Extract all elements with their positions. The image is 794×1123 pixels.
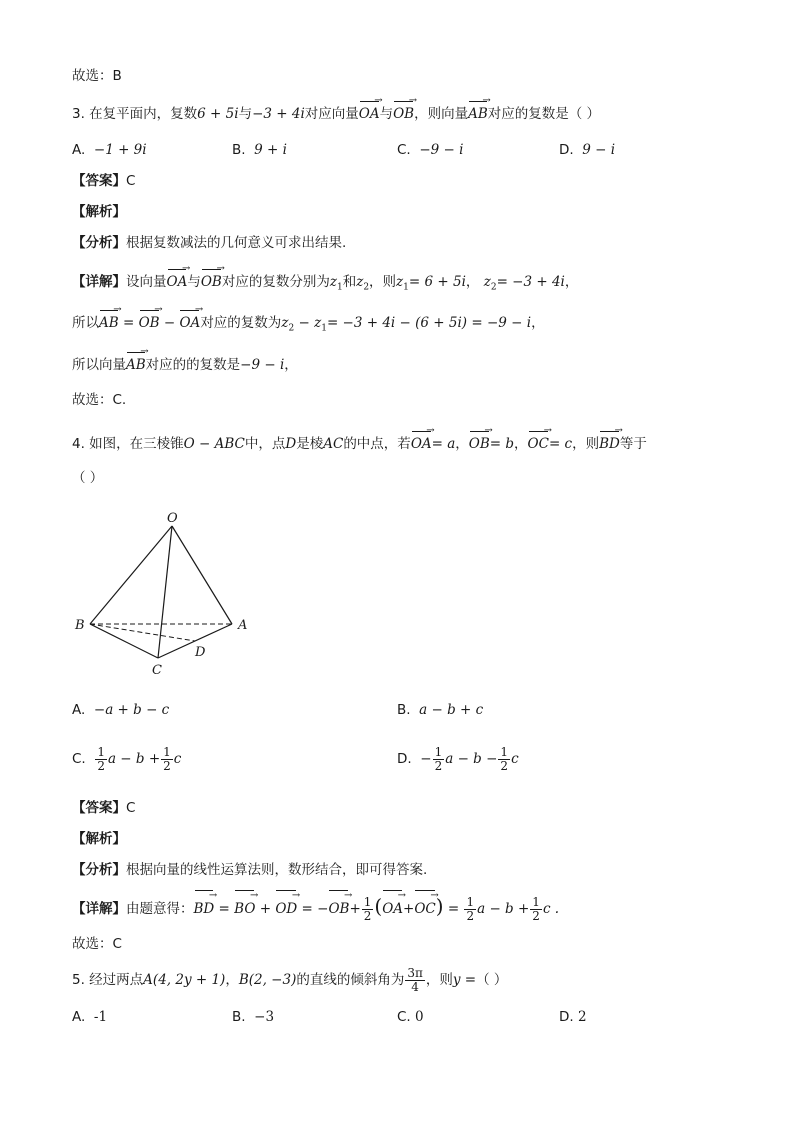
q4-analysis-tag: 【解析】 bbox=[72, 831, 126, 847]
q4-answer: 【答案】C bbox=[72, 800, 136, 816]
q3-vector-oa: OA → bbox=[359, 102, 380, 124]
edge-ob bbox=[90, 526, 172, 624]
q3-fenxi: 【分析】根据复数减法的几何意义可求出结果. bbox=[72, 235, 347, 251]
q5-option-c: C. 0 bbox=[397, 1009, 424, 1025]
q3-vector-ob: OB → bbox=[393, 102, 414, 124]
q3-analysis-tag: 【解析】 bbox=[72, 204, 126, 220]
label-b: B bbox=[75, 618, 85, 633]
q3-derivation: 所以AB → = OB → − OA →对应的复数为$z_2 - z_1= -3 + 4i - (6 + 5i) = -9 - i$， bbox=[72, 311, 545, 339]
q3-stem bbox=[72, 102, 600, 124]
q4-paren: （ ） bbox=[72, 470, 104, 486]
edge-oa bbox=[172, 526, 232, 624]
q3-complex-a: 6 + 5i bbox=[197, 106, 239, 122]
q3-stem-text: 对应向量 bbox=[304, 106, 359, 122]
pyramid-figure bbox=[72, 508, 272, 678]
q4-fenxi: 【分析】根据向量的线性运算法则，数形结合，即可得答案. bbox=[72, 862, 428, 878]
q5-option-d: D. 2 bbox=[559, 1009, 587, 1025]
q3-xiangjie: 【详解】设向量OA →与OB →对应的复数分别为$z_1$和$z_2$，则$z_1= 6 + 5i$， $z_2= -3 + 4i$， bbox=[72, 270, 578, 298]
label-d: D bbox=[195, 645, 206, 660]
q5-stem: 5. 经过两点A(4, 2y + 1)，B(2, −3)的直线的倾斜角为 $\frac{3\pi}{4}$ ，则y =（ ） bbox=[72, 965, 508, 994]
q4-option-c: C. $\frac{1}{2}$ a − b + $\frac{1}{2}$ c bbox=[72, 744, 182, 773]
edge-oc bbox=[158, 526, 172, 658]
q3-option-c: C. −9 − i bbox=[397, 142, 464, 158]
q4-stem: 4. 如图，在三棱锥O − ABC中，点D是棱AC的中点，若OA →= a，OB →= b，OC →= c，则BD →等于 bbox=[72, 432, 647, 454]
q3-stem-text: 对应的复数是（ ） bbox=[487, 106, 601, 122]
q4-final: 故选：C bbox=[72, 936, 122, 952]
label-a: A bbox=[238, 618, 248, 633]
q3-stem-text: 3. 在复平面内，复数 bbox=[72, 106, 198, 122]
q3-stem-text: 与 bbox=[379, 106, 394, 122]
q5-option-a: A. -1 bbox=[72, 1009, 108, 1025]
q3-option-d: D. 9 − i bbox=[559, 142, 616, 158]
label-o: O bbox=[167, 511, 178, 526]
q4-xiangjie: 【详解】由题意得：BD → = BO → + OD → = −OB →+ $\frac{1}{2}$ (OA →+OC →) = $\frac{1}{2}$ a − b + $\frac{1}{2}$ c . bbox=[72, 890, 559, 925]
q3-final: 故选：C. bbox=[72, 392, 127, 408]
q4-option-a: A. −a + b − c bbox=[72, 702, 170, 718]
q3-conclusion: 所以向量AB →对应的的复数是−9 − i， bbox=[72, 353, 298, 375]
prev-final-answer: 故选：B bbox=[72, 68, 122, 84]
q3-vector-ab: AB → bbox=[468, 102, 488, 124]
q3-stem-text: 与 bbox=[238, 106, 253, 122]
q3-option-b: B. 9 + i bbox=[232, 142, 287, 158]
q4-option-d: D. − $\frac{1}{2}$ a − b − $\frac{1}{2}$ c bbox=[397, 744, 519, 773]
q4-option-b: B. a − b + c bbox=[397, 702, 484, 718]
q3-stem-text: ，则向量 bbox=[414, 106, 469, 122]
q3-option-a: A. −1 + 9i bbox=[72, 142, 147, 158]
label-c: C bbox=[152, 663, 162, 678]
q3-complex-b: −3 + 4i bbox=[252, 106, 305, 122]
q3-answer: 【答案】C bbox=[72, 173, 136, 189]
q5-option-b: B. −3 bbox=[232, 1009, 275, 1025]
